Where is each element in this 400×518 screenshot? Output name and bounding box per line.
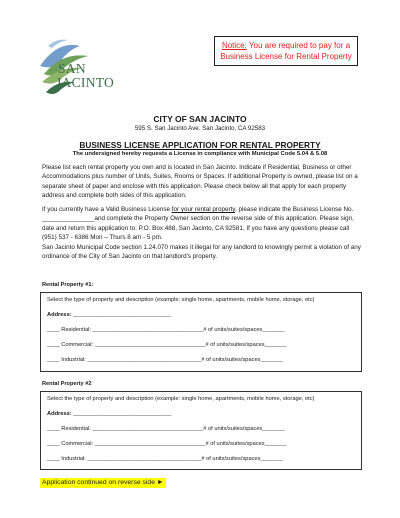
industrial-description-field[interactable]: ____________________________________: [87, 456, 202, 462]
address-row: [47, 411, 171, 417]
logo-text-san: SAN: [58, 61, 86, 76]
address-label: Address:: [47, 312, 72, 318]
notice-box: [214, 36, 358, 66]
commercial-units-field[interactable]: # of units/suites/spaces_______: [205, 441, 287, 447]
city-name: CITY OF SAN JACINTO: [153, 114, 247, 124]
address-label: Address:: [47, 411, 72, 417]
form-title: BUSINESS LICENSE APPLICATION FOR RENTAL PROPERTY: [79, 140, 321, 150]
instructions-paragraph: Please list each rental property you own and is located in San Jacinto. Indicate if Residential, Business or other Accommodations plus number of Units, Suites, Rooms or Spaces. If additional Property is owned, please list on a separate sheet of paper and enclose with this application. Please check below all that apply for each property address and complete both sides of this application.: [42, 164, 358, 199]
residential-units-field[interactable]: # of units/suites/spaces_______: [203, 327, 285, 333]
commercial-row: [47, 441, 287, 447]
license-paragraph-start: If you currently have a Valid Business License: [42, 206, 172, 213]
industrial-checkbox[interactable]: ____ Industrial:: [47, 357, 86, 363]
residential-checkbox[interactable]: ____ Residential:: [47, 426, 91, 432]
rental-property-1-box: [40, 292, 362, 372]
city-address: 595 S. San Jacinto Ave. San Jacinto, CA 92583: [134, 125, 266, 132]
commercial-checkbox[interactable]: ____ Commercial:: [47, 342, 94, 348]
address-row: [47, 312, 171, 318]
rental-property-2-label: Rental Property #2: [42, 381, 92, 387]
industrial-units-field[interactable]: # of units/suites/spaces_______: [201, 456, 283, 462]
rental-property-2-box: [40, 391, 362, 470]
residential-description-field[interactable]: ___________________________________: [92, 426, 204, 432]
address-field[interactable]: _______________________________: [73, 312, 172, 318]
notice-label: Notice:: [221, 41, 247, 50]
residential-row: [47, 426, 285, 432]
license-paragraph-end: , please indicate the Business License No. _______________and complete the Property Owner section on the reverse side of this application. Please sign, date and return this application to: P.O. Box 488, San Jacinto, CA 92581. If you have any questions please call (951) 537 - 6386 Mon – Thurs 8 am - 5 pm.: [42, 206, 354, 241]
industrial-row: [47, 357, 283, 363]
form-subtitle: The undersigned hereby requests a License in compliance with Municipal Code 5.04 & 5.08: [72, 151, 328, 157]
industrial-checkbox[interactable]: ____ Industrial:: [47, 456, 86, 462]
rental-property-1-label: Rental Property #1:: [42, 282, 94, 288]
license-paragraph-underlined: for your rental property: [171, 206, 235, 213]
address-field[interactable]: _______________________________: [73, 411, 172, 417]
logo-text-jacinto: JACINTO: [56, 75, 115, 90]
residential-description-field[interactable]: ___________________________________: [92, 327, 204, 333]
notice-text: You are required to pay for a Business License for Rental Property: [220, 41, 352, 61]
license-paragraph: [42, 205, 362, 242]
commercial-checkbox[interactable]: ____ Commercial:: [47, 441, 94, 447]
commercial-description-field[interactable]: ___________________________________: [94, 342, 206, 348]
property-type-instruction: Select the type of property and description (example: single home, apartments, mobile home, storage, etc): [47, 396, 315, 402]
property-type-instruction: Select the type of property and description (example: single home, apartments, mobile home, storage, etc): [47, 297, 315, 303]
commercial-units-field[interactable]: # of units/suites/spaces_______: [205, 342, 287, 348]
residential-row: [47, 327, 285, 333]
industrial-units-field[interactable]: # of units/suites/spaces_______: [201, 357, 283, 363]
continued-notice: Application continued on reverse side ►: [42, 479, 164, 486]
residential-units-field[interactable]: # of units/suites/spaces_______: [203, 426, 285, 432]
residential-checkbox[interactable]: ____ Residential:: [47, 327, 91, 333]
industrial-row: [47, 456, 283, 462]
industrial-description-field[interactable]: ____________________________________: [87, 357, 202, 363]
municipal-code-paragraph: San Jacinto Municipal Code section 1.24.070 makes it illegal for any landlord to knowingly permit a violation of any ordinance of the City of San Jacinto on that landlord's property.: [42, 244, 361, 261]
commercial-description-field[interactable]: ___________________________________: [94, 441, 206, 447]
commercial-row: [47, 342, 287, 348]
